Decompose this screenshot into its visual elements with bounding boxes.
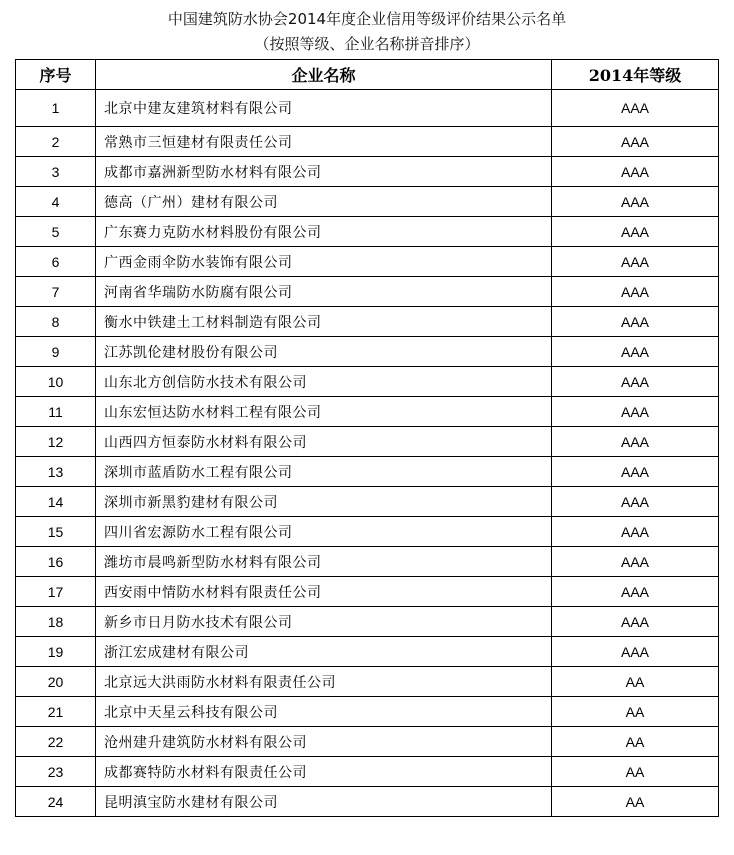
table-row <box>16 637 719 667</box>
serial-number-cell: 3 <box>16 157 96 187</box>
company-name-cell: 浙江宏成建材有限公司 <box>96 637 552 667</box>
table-row <box>16 487 719 517</box>
serial-number-cell: 24 <box>16 787 96 817</box>
serial-number-cell: 16 <box>16 547 96 577</box>
serial-number-cell: 6 <box>16 247 96 277</box>
company-name-cell: 四川省宏源防水工程有限公司 <box>96 517 552 547</box>
serial-number-cell: 20 <box>16 667 96 697</box>
serial-number-cell: 13 <box>16 457 96 487</box>
header-company-name: 企业名称 <box>96 60 552 90</box>
company-name-cell: 山东北方创信防水技术有限公司 <box>96 367 552 397</box>
company-name-cell: 北京中建友建筑材料有限公司 <box>96 90 552 127</box>
table-row <box>16 307 719 337</box>
grade-cell: AAA <box>552 577 719 607</box>
company-name-cell: 新乡市日月防水技术有限公司 <box>96 607 552 637</box>
grade-cell: AAA <box>552 217 719 247</box>
grade-cell: AAA <box>552 457 719 487</box>
table-row <box>16 367 719 397</box>
company-name-cell: 河南省华瑞防水防腐有限公司 <box>96 277 552 307</box>
table-row <box>16 577 719 607</box>
grade-cell: AAA <box>552 637 719 667</box>
grade-cell: AAA <box>552 247 719 277</box>
table-row <box>16 457 719 487</box>
company-name-cell: 沧州建升建筑防水材料有限公司 <box>96 727 552 757</box>
company-name-cell: 广西金雨伞防水装饰有限公司 <box>96 247 552 277</box>
serial-number-cell: 21 <box>16 697 96 727</box>
serial-number-cell: 17 <box>16 577 96 607</box>
company-name-cell: 北京中天星云科技有限公司 <box>96 697 552 727</box>
table-row <box>16 787 719 817</box>
company-name-cell: 广东赛力克防水材料股份有限公司 <box>96 217 552 247</box>
company-name-cell: 常熟市三恒建材有限责任公司 <box>96 127 552 157</box>
table-body <box>16 90 719 817</box>
grade-cell: AAA <box>552 427 719 457</box>
grade-cell: AAA <box>552 397 719 427</box>
table-row <box>16 427 719 457</box>
company-name-cell: 山西四方恒泰防水材料有限公司 <box>96 427 552 457</box>
grade-cell: AAA <box>552 90 719 127</box>
table-row <box>16 217 719 247</box>
company-name-cell: 江苏凯伦建材股份有限公司 <box>96 337 552 367</box>
serial-number-cell: 15 <box>16 517 96 547</box>
grade-cell: AAA <box>552 307 719 337</box>
credit-rating-table <box>15 59 719 817</box>
serial-number-cell: 14 <box>16 487 96 517</box>
serial-number-cell: 11 <box>16 397 96 427</box>
table-row <box>16 697 719 727</box>
company-name-cell: 成都赛特防水材料有限责任公司 <box>96 757 552 787</box>
grade-cell: AA <box>552 787 719 817</box>
serial-number-cell: 10 <box>16 367 96 397</box>
table-row <box>16 757 719 787</box>
serial-number-cell: 12 <box>16 427 96 457</box>
table-row <box>16 517 719 547</box>
table-row <box>16 607 719 637</box>
company-name-cell: 西安雨中情防水材料有限责任公司 <box>96 577 552 607</box>
serial-number-cell: 22 <box>16 727 96 757</box>
table-header-row <box>16 60 719 90</box>
table-row <box>16 667 719 697</box>
serial-number-cell: 1 <box>16 90 96 127</box>
table-row <box>16 247 719 277</box>
serial-number-cell: 23 <box>16 757 96 787</box>
serial-number-cell: 19 <box>16 637 96 667</box>
company-name-cell: 山东宏恒达防水材料工程有限公司 <box>96 397 552 427</box>
table-row <box>16 187 719 217</box>
grade-cell: AAA <box>552 547 719 577</box>
table-row <box>16 90 719 127</box>
table-row <box>16 337 719 367</box>
table-row <box>16 157 719 187</box>
grade-cell: AA <box>552 667 719 697</box>
company-name-cell: 深圳市蓝盾防水工程有限公司 <box>96 457 552 487</box>
grade-cell: AAA <box>552 157 719 187</box>
serial-number-cell: 4 <box>16 187 96 217</box>
serial-number-cell: 18 <box>16 607 96 637</box>
table-row <box>16 397 719 427</box>
grade-cell: AAA <box>552 337 719 367</box>
grade-cell: AAA <box>552 187 719 217</box>
grade-cell: AAA <box>552 607 719 637</box>
header-grade-2014: 2014年等级 <box>552 60 719 90</box>
serial-number-cell: 8 <box>16 307 96 337</box>
grade-cell: AAA <box>552 277 719 307</box>
serial-number-cell: 9 <box>16 337 96 367</box>
grade-cell: AA <box>552 697 719 727</box>
company-name-cell: 德高（广州）建材有限公司 <box>96 187 552 217</box>
company-name-cell: 潍坊市晨鸣新型防水材料有限公司 <box>96 547 552 577</box>
grade-cell: AAA <box>552 487 719 517</box>
grade-cell: AAA <box>552 367 719 397</box>
header-serial-number: 序号 <box>16 60 96 90</box>
grade-cell: AA <box>552 727 719 757</box>
company-name-cell: 衡水中铁建土工材料制造有限公司 <box>96 307 552 337</box>
grade-cell: AA <box>552 757 719 787</box>
serial-number-cell: 7 <box>16 277 96 307</box>
table-row <box>16 277 719 307</box>
serial-number-cell: 5 <box>16 217 96 247</box>
grade-cell: AAA <box>552 127 719 157</box>
company-name-cell: 成都市嘉洲新型防水材料有限公司 <box>96 157 552 187</box>
table-row <box>16 547 719 577</box>
grade-cell: AAA <box>552 517 719 547</box>
table-row <box>16 727 719 757</box>
document-title: 中国建筑防水协会2014年度企业信用等级评价结果公示名单 <box>167 10 567 28</box>
document-subtitle: （按照等级、企业名称拼音排序） <box>254 35 480 53</box>
table-row <box>16 127 719 157</box>
company-name-cell: 北京远大洪雨防水材料有限责任公司 <box>96 667 552 697</box>
company-name-cell: 深圳市新黑豹建材有限公司 <box>96 487 552 517</box>
serial-number-cell: 2 <box>16 127 96 157</box>
company-name-cell: 昆明滇宝防水建材有限公司 <box>96 787 552 817</box>
